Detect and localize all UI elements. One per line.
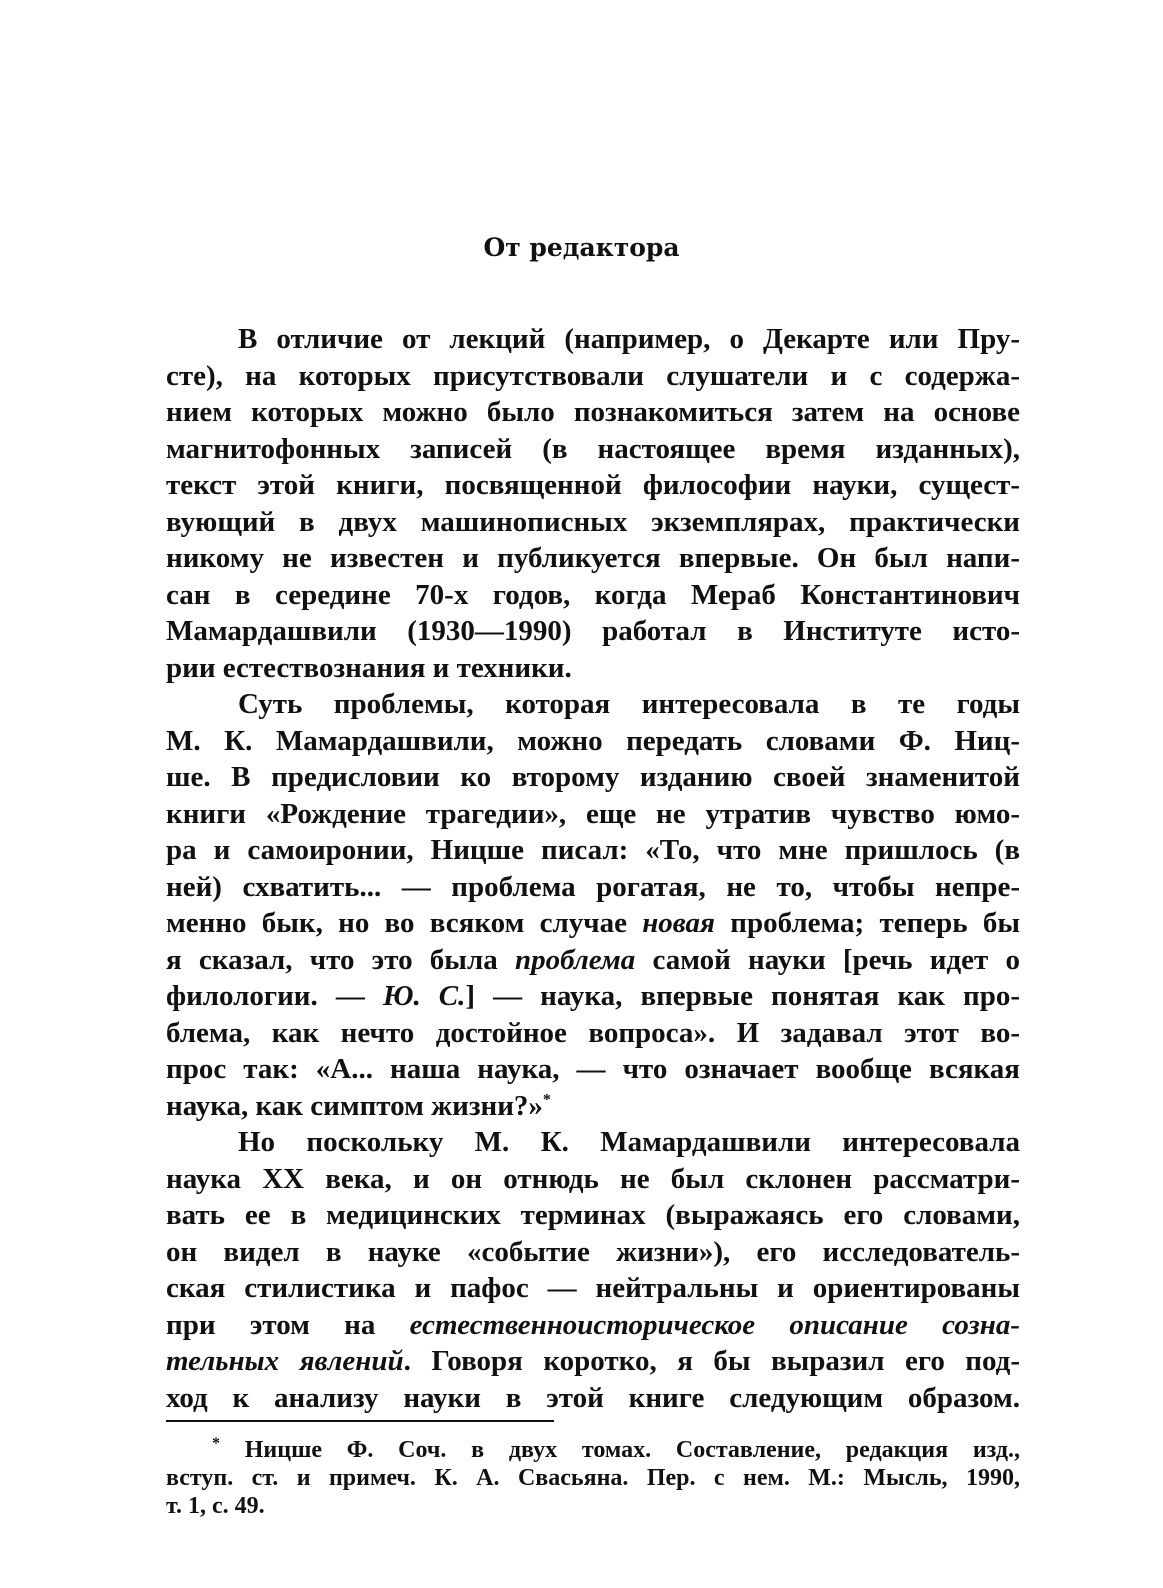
- text-line: ход к анализу науки в этой книге следующим образом.: [166, 1381, 1020, 1414]
- paragraph-1: [166, 321, 1020, 686]
- text-line: [166, 1088, 1020, 1125]
- text-line: текст этой книги, посвященной философии науки, сущест-: [166, 469, 1020, 501]
- text-line: Суть проблемы, которая интересовала в те годы: [238, 688, 1020, 720]
- text-segment: филологии. —: [166, 980, 383, 1012]
- text-line: ше. В предисловии ко второму изданию своей знаменитой: [166, 761, 1020, 793]
- text-line: В отличие от лекций (например, о Декарте или Пру-: [238, 323, 1020, 355]
- text-segment: наука, как симптом жизни?»: [166, 1089, 543, 1122]
- footnote-line: [166, 1436, 1020, 1464]
- text-line: блема, как нечто достойное вопроса». И задавал этот во-: [166, 1016, 1020, 1049]
- text-line: ра и самоиронии, Ницше писал: «То, что мне пришлось (в: [166, 834, 1020, 866]
- text-line: нием которых можно было познакомиться затем на основе: [166, 396, 1020, 428]
- text-line: [166, 1307, 1020, 1344]
- text-segment: при этом на: [166, 1308, 410, 1341]
- emphasis-text: новая: [642, 907, 716, 939]
- text-line: ней) схватить... — проблема рогатая, не то, чтобы непре-: [166, 870, 1020, 903]
- text-segment: менно бык, но во всяком случае: [166, 907, 643, 939]
- footnote-divider: [166, 1420, 554, 1422]
- text-line: [166, 905, 1020, 942]
- text-line: [166, 1343, 1020, 1380]
- text-line: книги «Рождение трагедии», еще не утратив чувство юмо-: [166, 797, 1020, 830]
- text-line: рии естествознания и техники.: [166, 651, 572, 684]
- paragraph-3: [166, 1124, 1020, 1416]
- text-line: прос так: «А... наша наука, — что означает вообще всякая: [166, 1053, 1020, 1085]
- text-line: магнитофонных записей (в настоящее время изданных),: [166, 432, 1020, 465]
- text-segment: Ницше Ф. Соч. в двух томах. Составление, редакция изд.,: [244, 1437, 1020, 1463]
- text-line: ская стилистика и пафос — нейтральны и ориентированы: [166, 1272, 1020, 1304]
- text-line: сан в середине 70-х годов, когда Мераб Константинович: [166, 578, 1020, 611]
- main-text: [166, 321, 1020, 1416]
- text-segment: проблема; теперь бы: [715, 907, 1020, 939]
- text-segment: я сказал, что это была: [166, 943, 515, 976]
- footnote-marker: *: [212, 1436, 220, 1452]
- text-line: М. К. Мамардашвили, можно передать словами Ф. Ниц-: [166, 724, 1020, 757]
- footnote: [166, 1436, 1020, 1520]
- text-line: [166, 942, 1020, 979]
- text-line: вать ее в медицинских терминах (выражаясь его словами,: [166, 1199, 1020, 1231]
- emphasis-text: Ю. С.: [382, 980, 466, 1012]
- text-line: Мамардашвили (1930—1990) работал в Институте исто-: [166, 615, 1020, 647]
- text-line: Но поскольку М. К. Мамардашвили интересовала: [238, 1126, 1020, 1158]
- text-line: наука XX века, и он отнюдь не был склонен рассматри-: [166, 1162, 1020, 1195]
- emphasis-text: тельных явлений: [166, 1345, 404, 1377]
- text-line: он видел в науке «событие жизни»), его исследователь-: [166, 1235, 1020, 1268]
- text-segment: ] — наука, впервые понятая как про-: [465, 980, 1020, 1012]
- text-line: [166, 978, 1020, 1015]
- text-segment: самой науки [речь идет о: [635, 943, 1020, 976]
- footnote-reference[interactable]: *: [542, 1090, 551, 1108]
- emphasis-text: естественноисторическое описание созна-: [409, 1308, 1020, 1341]
- text-line: никому не известен и публикуется впервые. Он был напи-: [166, 542, 1020, 574]
- footnote-line: вступ. ст. и примеч. К. А. Свасьяна. Пер. с нем. М.: Мысль, 1990,: [166, 1465, 1020, 1491]
- text-segment: . Говоря коротко, я бы выразил его под-: [403, 1345, 1020, 1377]
- text-line: сте), на которых присутствовали слушатели и с содержа-: [166, 359, 1020, 392]
- footnote-line: т. 1, с. 49.: [166, 1493, 265, 1519]
- page-title: От редактора: [483, 233, 680, 262]
- emphasis-text: проблема: [514, 943, 636, 976]
- text-line: вующий в двух машинописных экземплярах, практически: [166, 505, 1020, 538]
- paragraph-2: [166, 686, 1020, 1124]
